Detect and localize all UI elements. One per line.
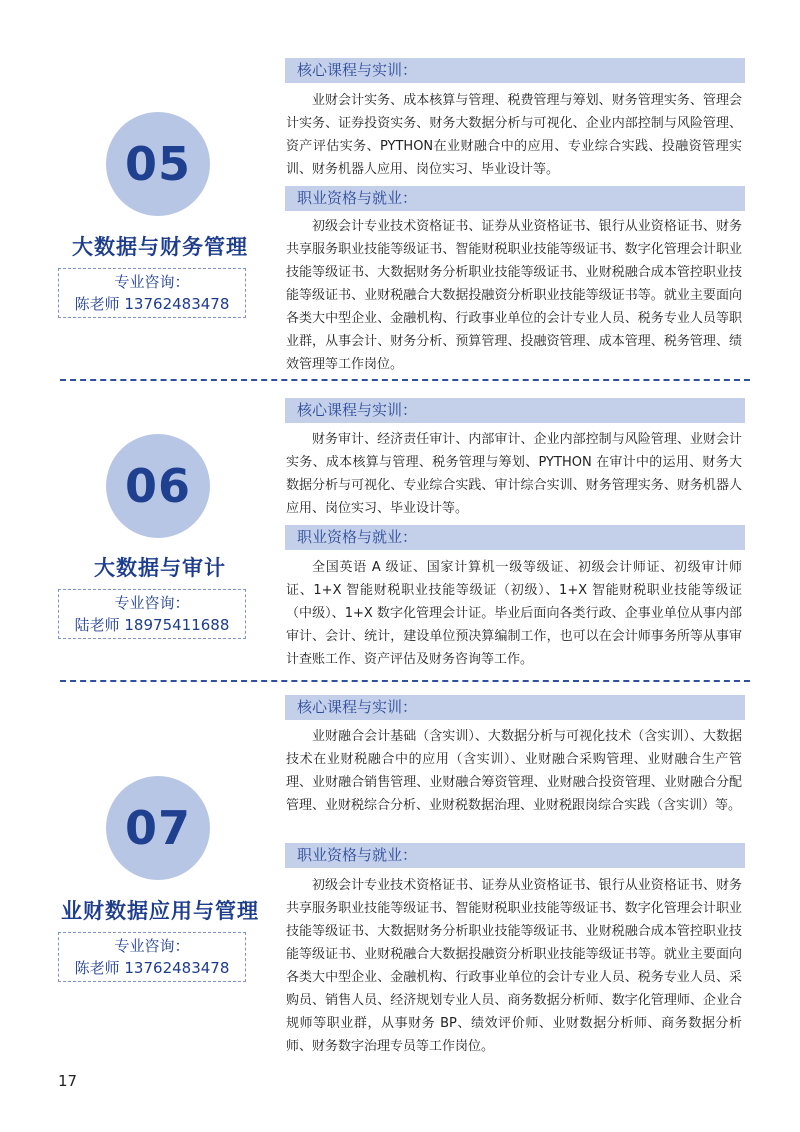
consult-label: 专业咨询：	[114, 594, 190, 612]
career-text: 初级会计专业技术资格证书、证券从业资格证书、银行从业资格证书、财务共享服务职业技能等级证书、智能财税职业技能等级证书、数字化管理会计职业技能等级证书、大数据财务分析职业技能等级证书、业财税融合成本管控职业技能等级证书、业财税融合大数据投融资分析职业技能等级证书等。就业主要面向各类大中型企业、金融机构、行政事业单位的会计专业人员、税务专业人员等职业群，从事会计、财务分析、预算管理、投融资管理、成本管理、税务管理、绩效管理等工作岗位。	[286, 219, 742, 372]
consult-contact: 陈老师 13762483478	[74, 295, 230, 313]
section-divider	[60, 680, 750, 682]
number-circle: 06	[106, 434, 210, 538]
career-heading: 职业资格与就业：	[285, 186, 745, 211]
consult-box	[58, 932, 246, 982]
section-divider	[60, 379, 750, 381]
courses-text: 业财融合会计基础（含实训）、大数据分析与可视化技术（含实训）、大数据技术在业财税融合中的应用（含实训）、业财融合采购管理、业财融合生产管理、业财融合销售管理、业财融合筹资管理、业财融合投资管理、业财融合分配管理、业财税综合分析、业财税数据治理、业财税跟岗综合实践（含实训）等。	[286, 729, 742, 813]
career-text: 初级会计专业技术资格证书、证券从业资格证书、银行从业资格证书、财务共享服务职业技能等级证书、智能财税职业技能等级证书、数字化管理会计职业技能等级证书、大数据财务分析职业技能等级证书、业财税融合成本管控职业技能等级证书、业财税融合大数据投融资分析职业技能等级证书等。就业主要面向各类大中型企业、金融机构、行政事业单位的会计专业人员、税务专业人员、采购员、销售人员、经济规划专业人员、商务数据分析师、数字化管理师、企业合规师等职业群，从事财务 BP、绩效评价师、业财数据分析师、商务数据分析师、财务数字治理专员等工作岗位。	[286, 878, 742, 1054]
major-title: 大数据与财务管理	[72, 235, 248, 259]
consult-label: 专业咨询：	[114, 273, 190, 291]
major-title: 大数据与审计	[94, 556, 226, 580]
number-circle: 07	[106, 776, 210, 880]
courses-text: 财务审计、经济责任审计、内部审计、企业内部控制与风险管理、业财会计实务、成本核算与管理、税务管理与筹划、PYTHON 在审计中的运用、财务大数据分析与可视化、专业综合实践、审计综合实训、财务管理实务、财务机器人应用、岗位实习、毕业设计等。	[286, 432, 742, 516]
courses-text: 业财会计实务、成本核算与管理、税费管理与筹划、财务管理实务、管理会计实务、证券投资实务、财务大数据分析与可视化、企业内部控制与风险管理、资产评估实务、PYTHON在业财融合中的应用、专业综合实践、投融资管理实训、财务机器人应用、岗位实习、毕业设计等。	[286, 93, 742, 177]
consult-contact: 陆老师 18975411688	[74, 616, 230, 634]
courses-heading: 核心课程与实训：	[285, 695, 745, 720]
consult-box	[58, 589, 246, 639]
major-title: 业财数据应用与管理	[61, 899, 259, 923]
courses-heading: 核心课程与实训：	[285, 58, 745, 83]
consult-label: 专业咨询：	[114, 937, 190, 955]
number-circle: 05	[106, 112, 210, 216]
career-heading: 职业资格与就业：	[285, 525, 745, 550]
career-text: 全国英语 A 级证、国家计算机一级等级证、初级会计师证、初级审计师证、1+X 智能财税职业技能等级证（初级）、1+X 智能财税职业技能等级证（中级）、1+X 数字化管理会计证。毕业后面向各类行政、企事业单位从事内部审计、会计、统计，建设单位预决算编制工作，也可以在会计师事务所等从事审计查账工作、资产评估及财务咨询等工作。	[286, 560, 742, 667]
courses-heading: 核心课程与实训：	[285, 398, 745, 423]
consult-contact: 陈老师 13762483478	[74, 959, 230, 977]
career-heading: 职业资格与就业：	[285, 843, 745, 868]
consult-box	[58, 268, 246, 318]
page-number: 17	[58, 1072, 78, 1090]
